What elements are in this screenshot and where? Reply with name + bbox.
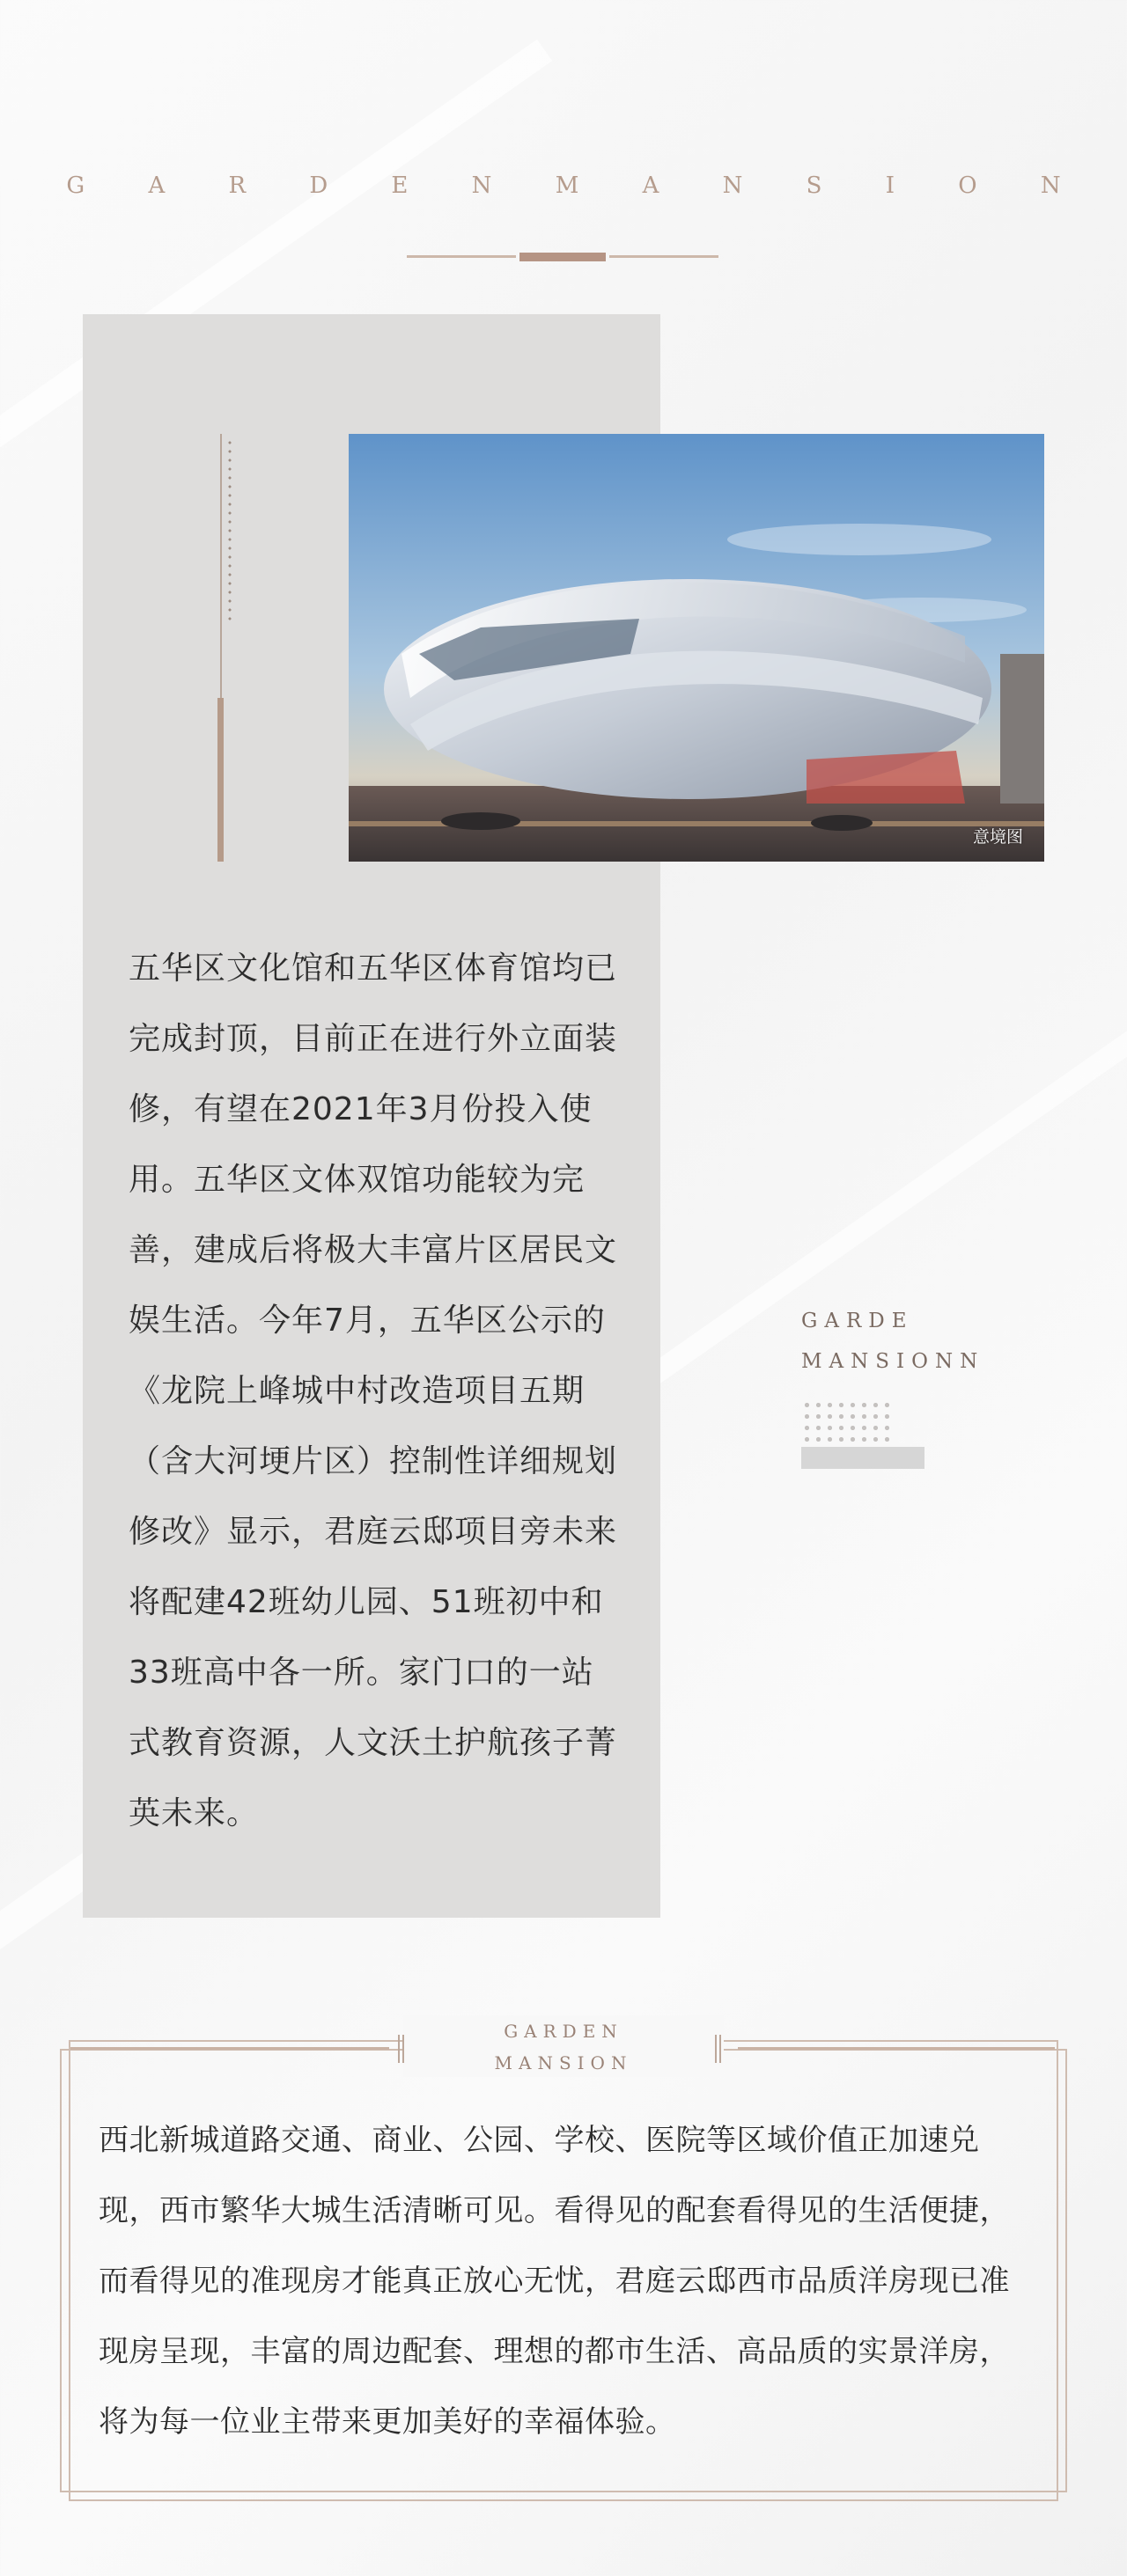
- decorative-vertical-bar: [217, 698, 224, 862]
- side-brand-line2: MANSIONN: [801, 1350, 985, 1373]
- side-brand: [801, 1301, 984, 1382]
- divider-right-line: [609, 255, 718, 258]
- summary-paragraph: 西北新城道路交通、商业、公园、学校、医院等区域价值正加速兑现，西市繁华大城生活清晰可见。看得见的配套看得见的生活便捷，而看得见的准现房才能真正放心无忧，君庭云邸西市品质洋房现已准现房呈现，丰富的周边配套、理想的都市生活、高品质的实景洋房，将为每一位业主带来更加美好的幸福体验。: [99, 2123, 1010, 2440]
- summary-brand-line2: MANSION: [494, 2052, 633, 2073]
- feature-paragraph: 五华区文化馆和五华区体育馆均已完成封顶，目前正在进行外立面装修，有望在2021年3月份投入使用。五华区文体双馆功能较为完善，建成后将极大丰富片区居民文娱生活。今年7月，五华区公示的《龙院上峰城中村改造项目五期（含大河埂片区）控制性详细规划修改》显示，君庭云邸项目旁未来将配建42班幼儿园、51班初中和33班高中各一所。家门口的一站式教育资源，人文沃土护航孩子菁英未来。: [129, 950, 618, 1831]
- summary-brand-line1: GARDEN: [504, 2021, 623, 2042]
- summary-brand: [403, 2015, 724, 2079]
- divider-center-bar: [519, 253, 606, 261]
- decorative-vertical-line: [220, 434, 222, 698]
- decorative-grey-bar: [801, 1447, 924, 1469]
- summary-header-right-line: [738, 2047, 1055, 2050]
- divider-left-line: [407, 255, 516, 258]
- summary-header-left-line: [70, 2047, 389, 2050]
- stadium-photo: [349, 434, 1044, 862]
- decorative-dot-column: [227, 438, 232, 625]
- decorative-dot-grid: [801, 1399, 896, 1443]
- header-brand: G A R D E N M A N S I O N: [66, 172, 1089, 199]
- photo-caption: 意境图: [972, 827, 1023, 847]
- side-brand-line1: GARDE: [801, 1310, 914, 1332]
